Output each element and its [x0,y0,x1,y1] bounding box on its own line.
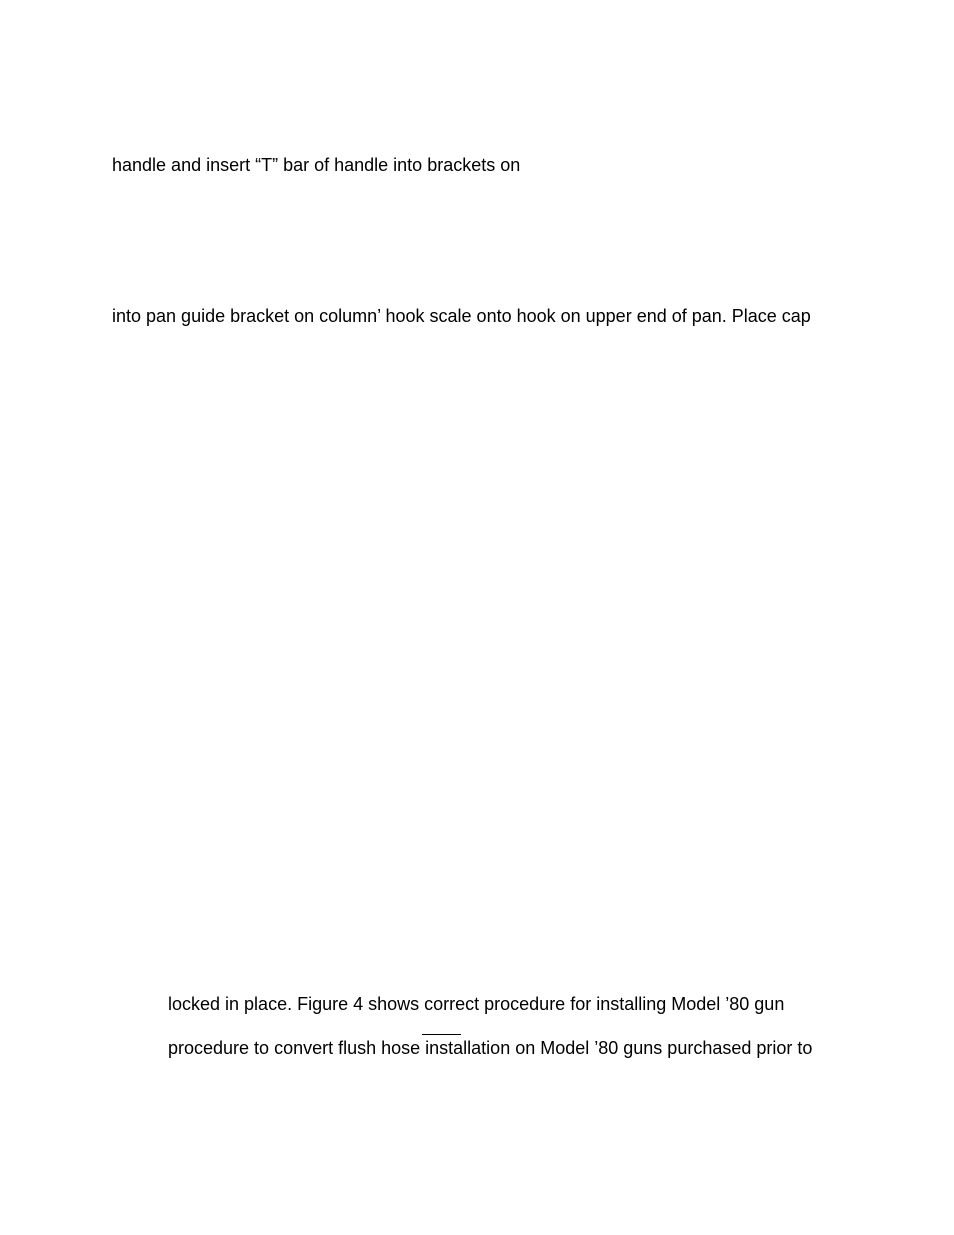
text-line: into pan guide bracket on column’ hook scale onto hook on upper end of pan. Place cap [112,306,811,326]
underline-rule [422,1034,461,1035]
text-line: locked in place. Figure 4 shows correct procedure for installing Model ’80 gun [168,994,785,1014]
text-line: procedure to convert flush hose installation on Model ’80 guns purchased prior to [168,1038,813,1058]
text-line: handle and insert “T” bar of handle into brackets on [112,155,521,175]
